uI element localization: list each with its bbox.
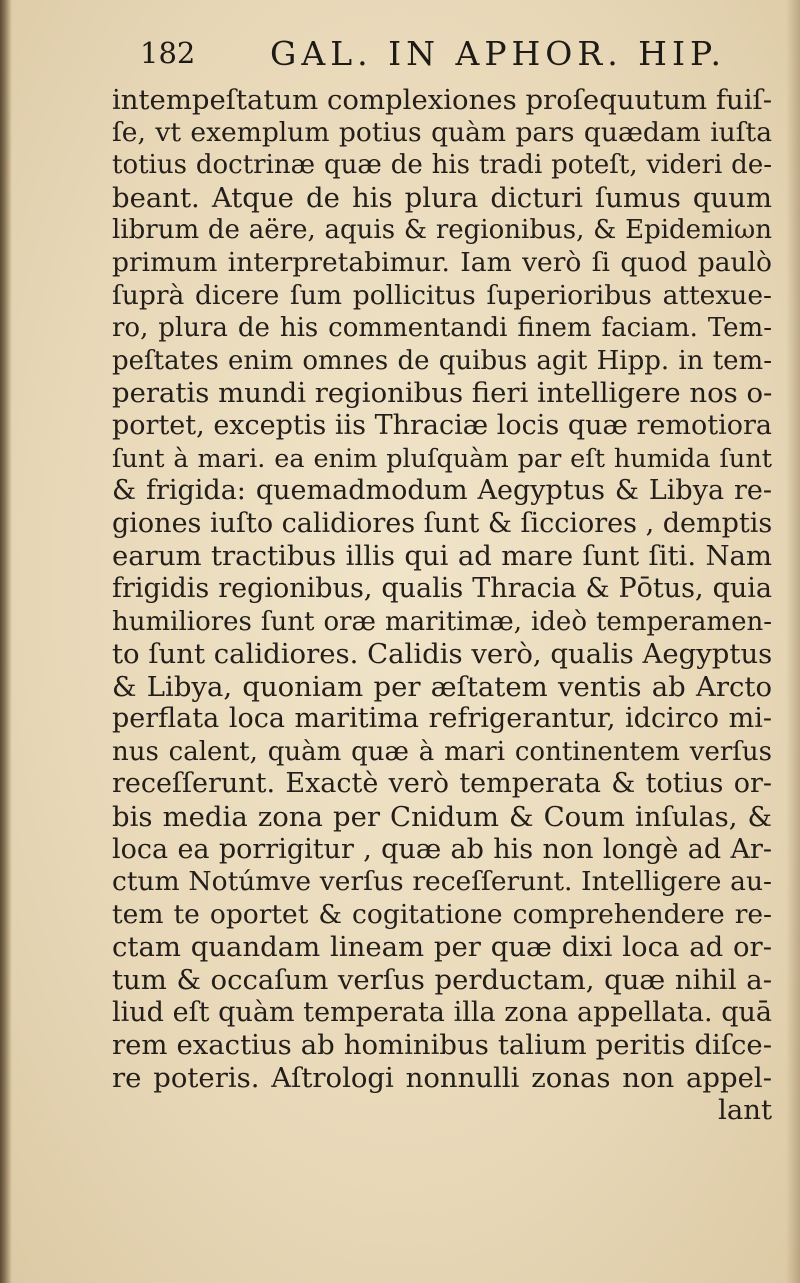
text-line: frigidis regionibus, qualis Thracia & Pōtus, quia (112, 572, 772, 604)
text-line: totius doctrinæ quæ de his tradi poteſt, videri de- (112, 150, 772, 181)
text-line: liud eſt quàm temperata illa zona appellata. quā (112, 996, 772, 1028)
text-line: giones iuſto calidiores ſunt & ſicciores , demptis (112, 507, 773, 539)
text-line: primum interpretabimur. Iam verò ſi quod paulò (112, 246, 772, 278)
text-line: loca ea porrigitur , quæ ab his non longè ad Ar- (112, 833, 772, 865)
page-number: 182 (140, 36, 196, 70)
text-line: & Libya, quoniam per æſtatem ventis ab Arcto (112, 670, 772, 703)
text-line: to ſunt calidiores. Calidis verò, qualis Aegyptus (112, 638, 773, 671)
text-line: ro, plura de his commentandi finem faciam. Tem- (112, 313, 772, 344)
text-line: ſuprà dicere ſum pollicitus ſuperioribus attexue- (112, 279, 772, 311)
text-line: nus calent, quàm quæ à mari continentem verſus (112, 736, 772, 767)
page-gutter (0, 0, 12, 1283)
text-line: intempeſtatum complexiones proſequutum fuiſ- (112, 84, 772, 116)
text-line: & frigida: quemadmodum Aegyptus & Libya re- (112, 475, 772, 507)
text-line: ſunt à mari. ea enim pluſquàm par eſt humida ſunt (112, 443, 772, 474)
catchword: lant (718, 1094, 772, 1127)
text-line: re poteris. Aſtrologi nonnulli zonas non appel- (112, 1061, 772, 1094)
text-line: peratis mundi regionibus fieri intelligere nos o- (112, 377, 773, 410)
text-line: librum de aëre, aquis & regionibus, & Epidemiωn (112, 215, 772, 246)
text-line: tem te oportet & cogitatione comprehendere re- (112, 898, 772, 930)
body-text (112, 84, 772, 1127)
text-line: ctam quandam lineam per quæ dixi loca ad or- (112, 931, 772, 964)
page-header (0, 30, 800, 90)
text-line: humiliores ſunt oræ maritimæ, ideò temperamen- (112, 606, 772, 637)
text-line: ſe, vt exemplum potius quàm pars quædam iuſta (112, 116, 772, 148)
text-line: tum & occaſum verſus perductam, quæ nihil a- (112, 964, 772, 997)
text-line: earum tractibus illis qui ad mare ſunt ſiti. Nam (112, 540, 772, 573)
text-line: beant. Atque de his plura dicturi ſumus quum (112, 181, 772, 214)
text-line: bis media zona per Cnidum & Coum inſulas, & (112, 801, 772, 834)
text-line: peſtates enim omnes de quibus agit Hipp. in tem- (112, 345, 772, 376)
text-line: rem exactius ab hominibus talium peritis diſce- (112, 1029, 772, 1062)
text-line: portet, exceptis iis Thraciæ locis quæ remotiora (112, 409, 772, 441)
text-line: perflata loca maritima refrigerantur, idcirco mi- (112, 703, 772, 735)
text-line: receſſerunt. Exactè verò temperata & totius or- (112, 768, 772, 800)
page-edge-shadow (786, 0, 800, 1283)
text-line: ctum Notúmve verſus receſſerunt. Intelligere au- (112, 866, 772, 898)
running-head: GAL. IN APHOR. HIP. (270, 34, 727, 73)
